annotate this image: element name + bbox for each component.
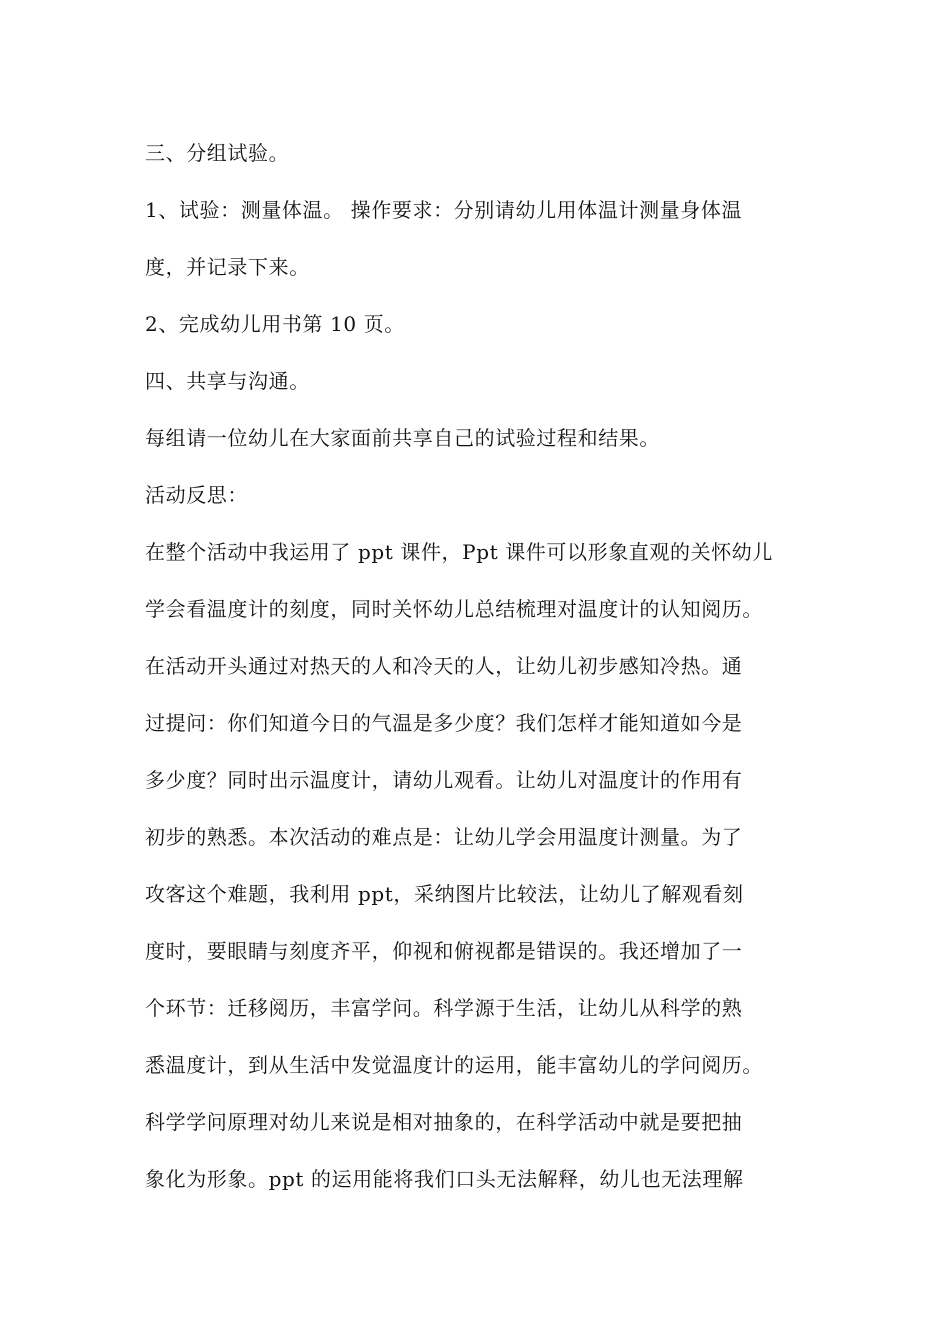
heading-reflection: 活动反思： [145,483,248,507]
text-line: 每组请一位幼儿在大家面前共享自己的试验过程和结果。 [145,426,660,450]
text-line: 度时，要眼睛与刻度齐平，仰视和俯视都是错误的。我还增加了一 [145,939,743,963]
text-line: 度，并记录下来。 [145,255,310,279]
text-line: 悉温度计，到从生活中发觉温度计的运用，能丰富幼儿的学问阅历。 [145,1053,763,1077]
text-line: 学会看温度计的刻度，同时关怀幼儿总结梳理对温度计的认知阅历。 [145,597,763,621]
text-line: 多少度？同时出示温度计，请幼儿观看。让幼儿对温度计的作用有 [145,768,743,792]
heading-group-experiment: 三、分组试验。 [145,141,290,165]
document-body [145,133,825,1216]
text-line: 象化为形象。ppt 的运用能将我们口头无法解释，幼儿也无法理解 [145,1167,744,1191]
text-line: 1、试验：测量体温。 操作要求：分别请幼儿用体温计测量身体温 [145,198,743,222]
text-line: 过提问：你们知道今日的气温是多少度？我们怎样才能知道如今是 [145,711,743,735]
heading-sharing: 四、共享与沟通。 [145,369,310,393]
text-line: 个环节：迁移阅历，丰富学问。科学源于生活，让幼儿从科学的熟 [145,996,743,1020]
text-line: 初步的熟悉。本次活动的难点是：让幼儿学会用温度计测量。为了 [145,825,743,849]
text-line: 科学学问原理对幼儿来说是相对抽象的，在科学活动中就是要把抽 [145,1110,743,1134]
text-line: 在整个活动中我运用了 ppt 课件，Ppt 课件可以形象直观的关怀幼儿 [145,540,774,564]
text-line: 攻客这个难题，我利用 ppt，采纳图片比较法，让幼儿了解观看刻 [145,882,744,906]
text-line: 在活动开头通过对热天的人和冷天的人，让幼儿初步感知冷热。通 [145,654,743,678]
text-line: 2、完成幼儿用书第 10 页。 [145,312,405,336]
